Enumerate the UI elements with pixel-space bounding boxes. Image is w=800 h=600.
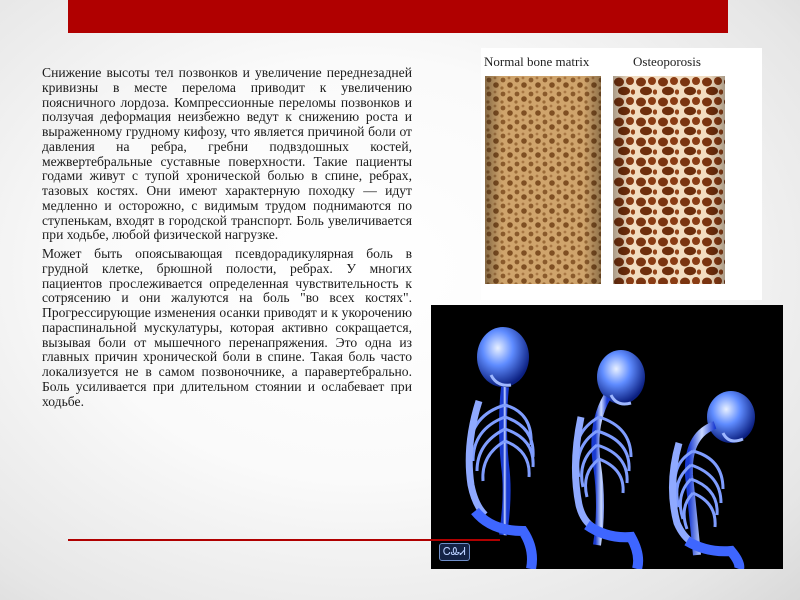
body-text <box>42 66 412 413</box>
normal-bone-label: Normal bone matrix <box>484 54 590 69</box>
skeleton-illustration <box>431 305 783 569</box>
publisher-logo: ᏟᎲᏗ <box>439 543 470 561</box>
paragraph-1: Снижение высоты тел позвонков и увеличение переднезадней кривизны в месте перелома приводит к увеличению поясничного лордоза. Компрессионные переломы позвонков и ползучая деформация неизбежно ведут к снижению роста и выраженному грудному кифозу, что является причиной боли от давления на ребра, гребни подвздошных костей, межвертебральные суставные поверхности. Такие пациенты годами живут с тупой хронической болью в спине, ребрах, тазовых костях. Они имеют характерную походку — идут медленно и осторожно, с видимым трудом поднимаются по ступенькам, входят в городской транспорт. Боль увеличивается при ходьбе, любой физической нагрузке. <box>42 65 412 243</box>
skeleton-mild-kyphosis <box>575 350 645 569</box>
title-bar <box>68 0 728 33</box>
skeleton-severe-kyphosis <box>672 391 755 569</box>
osteoporosis-label: Osteoporosis <box>633 54 701 69</box>
footer-divider <box>68 539 500 541</box>
normal-bone-image <box>485 76 601 284</box>
skeleton-upright <box>469 327 533 569</box>
posture-skeleton-figure <box>431 305 783 569</box>
bone-comparison-figure <box>481 48 762 300</box>
osteoporosis-bone-image <box>613 76 725 284</box>
paragraph-2: Может быть опоясывающая псевдорадикулярная боль в грудной клетке, брюшной полости, ребрах. У многих пациентов прослеживается определенная чувствительность к сотрясению и они жалуются на боль "во всех костях". Прогрессирующие изменения осанки приводят и к укорочению параспинальной мускулатуры, которая активно сокращается, вызывая боли от мышечного перенапряжения. Это одна из главных причин хронической боли в спине. Такая боль часто локализуется не в самом позвоночнике, а паравертебрально. Боль усиливается при длительном стоянии и ослабевает при ходьбе. <box>42 246 412 409</box>
